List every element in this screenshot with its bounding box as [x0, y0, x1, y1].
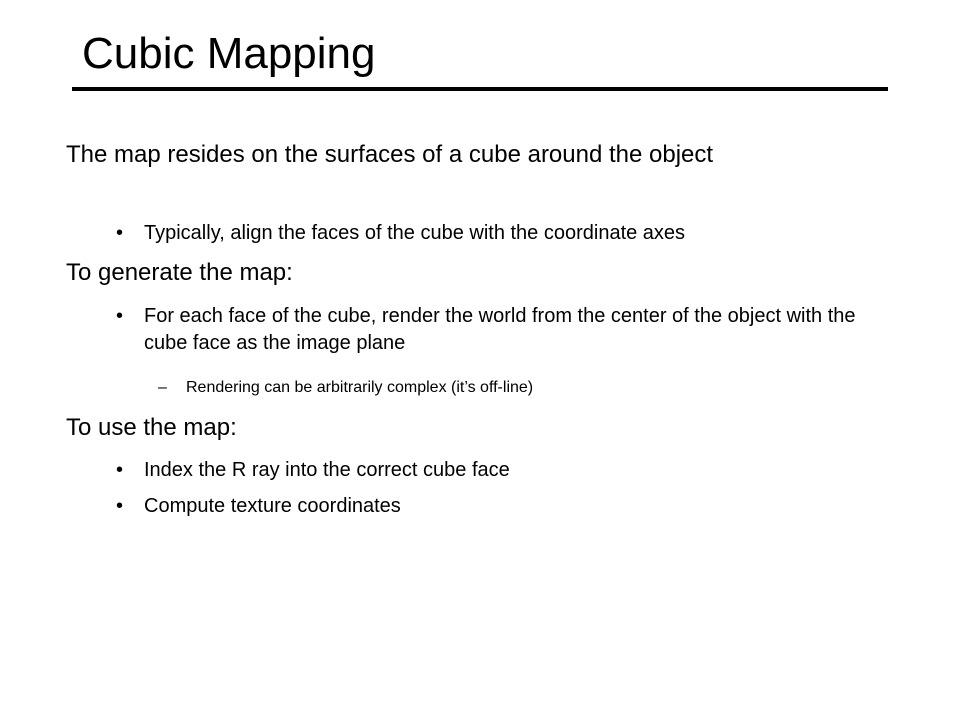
bullet-dot: •	[116, 495, 124, 517]
bullet-level1-generate-map	[66, 257, 866, 289]
bullet-level2-each-face	[116, 303, 864, 357]
bullet-level2-index-ray	[116, 457, 884, 484]
level1-text: The map resides on the surfaces of a cube around the object	[66, 141, 714, 168]
level2-text: Index the R ray into the correct cube face	[144, 459, 510, 481]
level1-text: To generate the map:	[66, 259, 293, 286]
bullet-dot: •	[116, 305, 124, 327]
bullet-level2-align-faces	[116, 220, 884, 247]
title-underline	[72, 87, 888, 91]
bullet-dot: •	[116, 459, 124, 481]
bullet-level1-use-map	[66, 412, 866, 444]
level2-text: For each face of the cube, render the world from the center of the object with the cube face as the image plane	[144, 305, 856, 354]
level1-text: To use the map:	[66, 414, 237, 441]
bullet-dash: –	[158, 379, 167, 396]
bullet-level2-texture-coords	[116, 493, 884, 520]
level2-text: Compute texture coordinates	[144, 495, 401, 517]
bullet-level3-rendering-complex	[158, 377, 886, 399]
bullet-dot: •	[116, 222, 124, 244]
bullet-level1-map-resides	[66, 139, 846, 171]
level3-text: Rendering can be arbitrarily complex (it’s off-line)	[186, 379, 534, 396]
level2-text: Typically, align the faces of the cube with the coordinate axes	[144, 222, 686, 244]
slide-title: Cubic Mapping	[82, 29, 376, 78]
